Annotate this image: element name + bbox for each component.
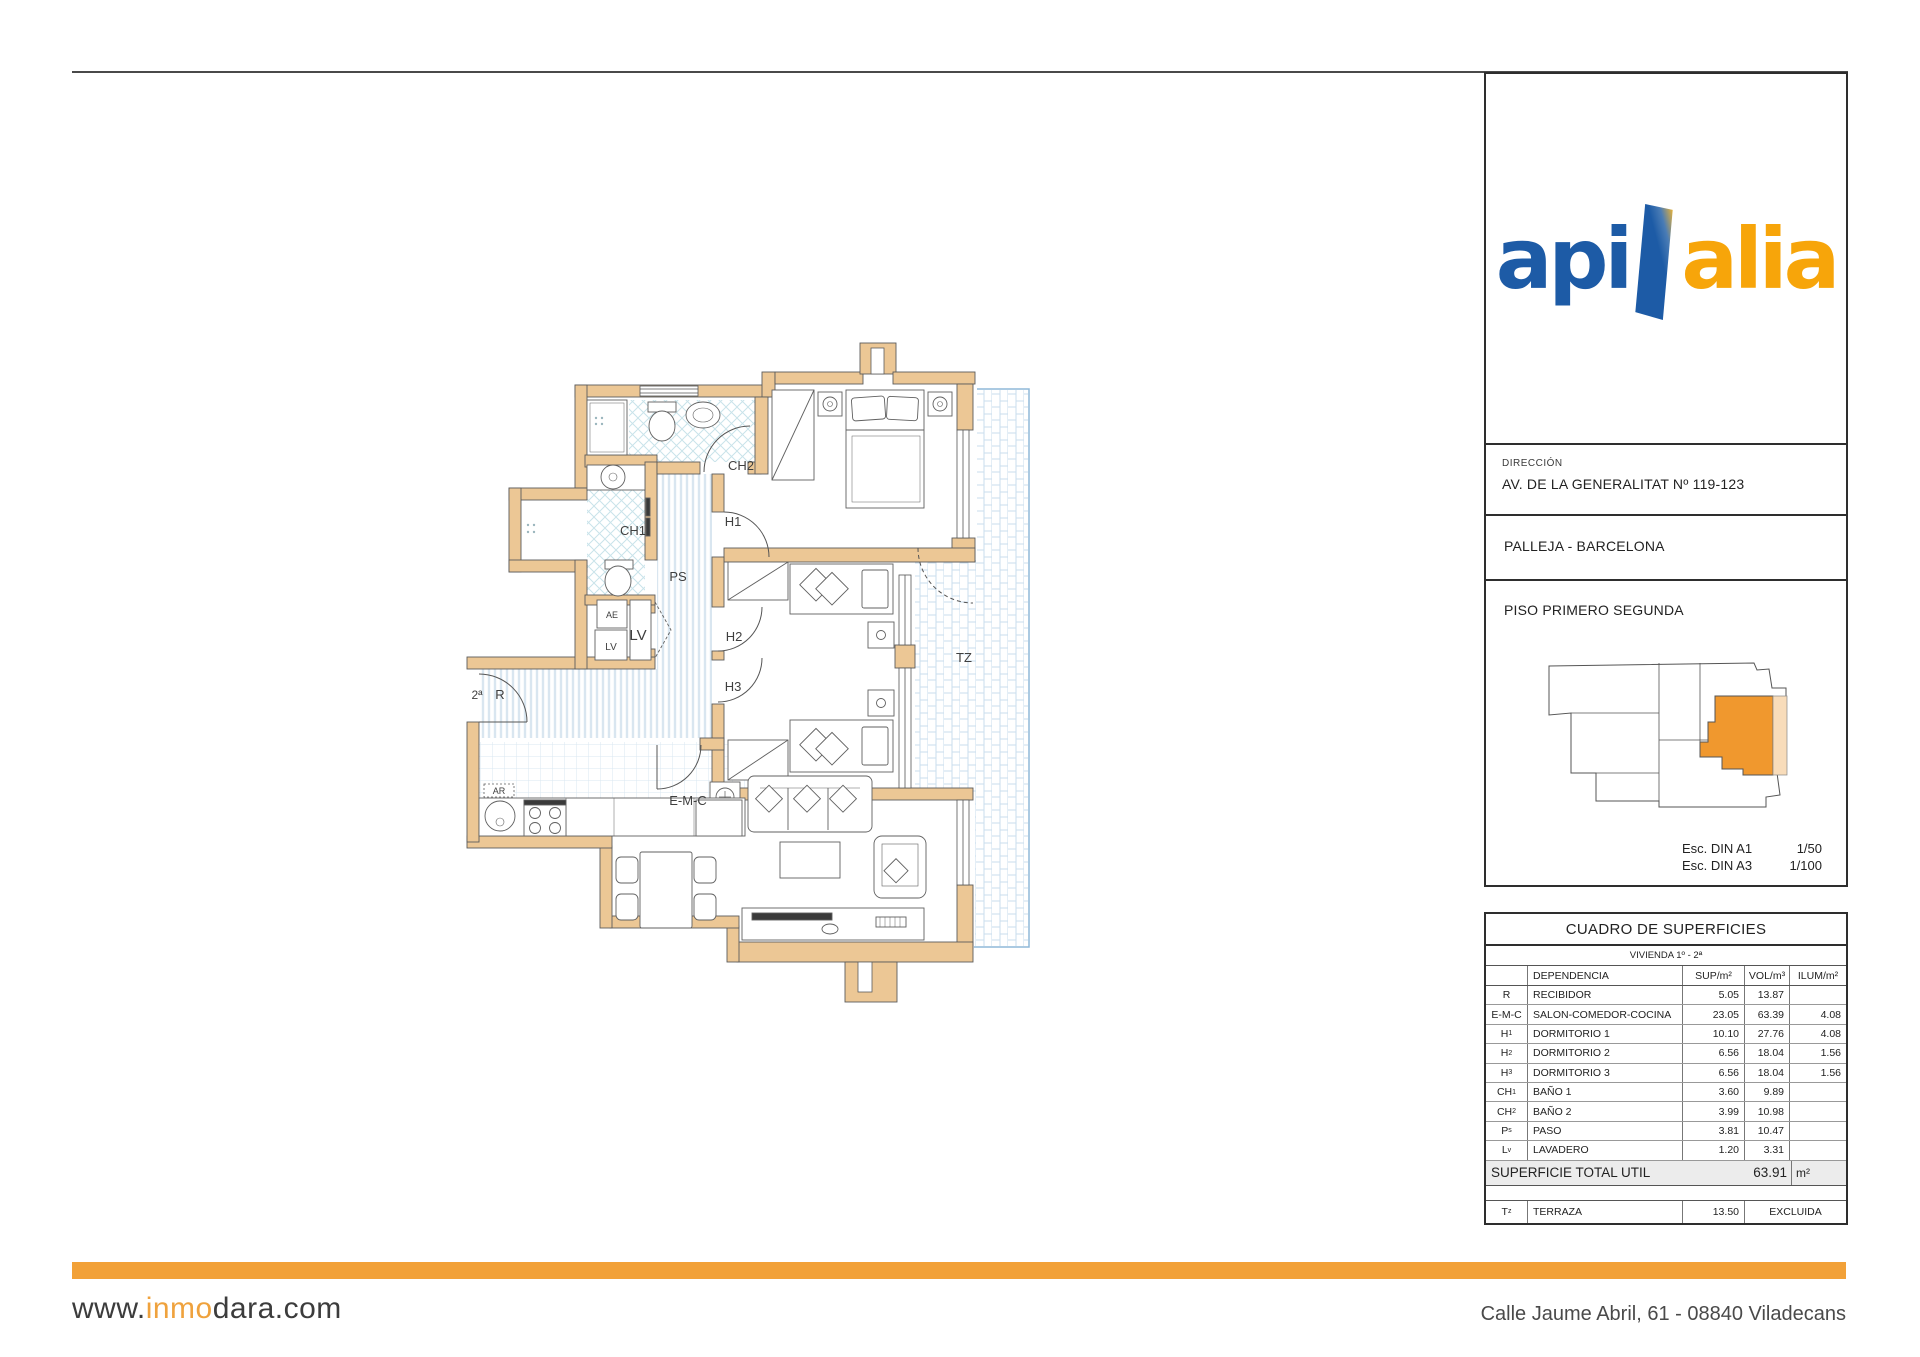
cell-name: BAÑO 1 — [1528, 1083, 1683, 1101]
cell-name: SALON-COMEDOR-COCINA — [1528, 1005, 1683, 1023]
scale-label: Esc. DIN A1 — [1682, 841, 1753, 856]
cell-vol: 63.39 — [1745, 1005, 1790, 1023]
office-address: Calle Jaume Abril, 61 - 08840 Viladecans — [1480, 1303, 1846, 1325]
cell-vol: 3.31 — [1745, 1141, 1790, 1159]
cell-sup: 3.81 — [1683, 1122, 1745, 1140]
room-label-lv: LV — [629, 627, 647, 644]
highlighted-terrace — [1773, 696, 1787, 775]
cell-vol: 9.89 — [1745, 1083, 1790, 1101]
cell-name: LAVADERO — [1528, 1141, 1683, 1159]
scale-row — [1682, 857, 1822, 874]
cell-vol: 18.04 — [1745, 1044, 1790, 1062]
table-row — [1486, 1044, 1846, 1063]
appliance-label-ar: AR — [492, 786, 506, 796]
title-block — [1484, 72, 1848, 887]
room-label-h1: H1 — [724, 514, 742, 529]
table-row — [1486, 1141, 1846, 1160]
cell-sup: 3.60 — [1683, 1083, 1745, 1101]
room-label-h2: H2 — [725, 629, 743, 644]
cell-vol: 13.87 — [1745, 986, 1790, 1004]
window-top — [640, 386, 698, 396]
cell-ilum — [1790, 1122, 1846, 1140]
cell-name: BAÑO 2 — [1528, 1102, 1683, 1120]
table-subtitle: VIVIENDA 1º - 2ª — [1486, 946, 1846, 966]
header-name: DEPENDENCIA — [1528, 966, 1683, 985]
room-label-tz: TZ — [956, 650, 972, 665]
logo-door-icon — [1635, 204, 1675, 322]
cell-code: CH 1 — [1486, 1083, 1528, 1101]
cell-name: PASO — [1528, 1122, 1683, 1140]
cell-vol: 10.98 — [1745, 1102, 1790, 1120]
city-value: PALLEJA - BARCELONA — [1504, 538, 1665, 554]
cell-name: RECIBIDOR — [1528, 986, 1683, 1004]
location-minimap — [1538, 654, 1794, 816]
cell-sup: 13.50 — [1683, 1201, 1745, 1223]
table-row — [1486, 1064, 1846, 1083]
scale-value: 1/50 — [1796, 841, 1822, 856]
website-text — [72, 1292, 342, 1326]
cell-code: R — [1486, 986, 1528, 1004]
total-label: SUPERFICIE TOTAL UTIL — [1491, 1165, 1651, 1181]
cell-code: E-M-C — [1486, 1005, 1528, 1023]
cell-ilum: 1.56 — [1820, 1066, 1841, 1079]
cell-ilum: 1.56 — [1820, 1047, 1841, 1060]
agency-logo — [1486, 204, 1846, 314]
cell-code: H 3 — [1486, 1064, 1528, 1082]
table-header-row — [1486, 966, 1846, 986]
header-code — [1486, 966, 1528, 985]
table-body — [1486, 986, 1846, 1161]
cell-sup: 10.10 — [1683, 1025, 1745, 1043]
cell-ilum — [1790, 1141, 1846, 1159]
table-row — [1486, 986, 1846, 1005]
logo-text-alia: alia — [1681, 210, 1837, 308]
table-title: CUADRO DE SUPERFICIES — [1486, 914, 1846, 946]
cell-sup: 23.05 — [1683, 1005, 1745, 1023]
logo-text-api: api — [1495, 210, 1630, 308]
total-value: 63.91 — [1745, 1161, 1792, 1185]
cell-ilum: 4.08 — [1820, 1008, 1841, 1021]
cell-code: L v — [1486, 1141, 1528, 1159]
direccion-label: DIRECCIÓN — [1502, 458, 1563, 469]
table-excluded-row — [1486, 1201, 1846, 1223]
room-label-ch1: CH1 — [619, 523, 647, 538]
entry-floor — [479, 669, 712, 738]
appliance-label-ae: AE — [605, 610, 619, 620]
cell-vol: 27.76 — [1745, 1025, 1790, 1043]
cell-status: EXCLUIDA — [1769, 1205, 1822, 1218]
cell-sup: 1.20 — [1683, 1141, 1745, 1159]
surfaces-table — [1484, 912, 1848, 1225]
panel-divider — [1486, 443, 1846, 445]
cell-code: H 2 — [1486, 1044, 1528, 1062]
total-unit: m² — [1796, 1165, 1810, 1180]
header-sup: SUP/m² — [1683, 966, 1745, 985]
cell-name: DORMITORIO 2 — [1528, 1044, 1683, 1062]
cell-sup: 6.56 — [1683, 1064, 1745, 1082]
cell-code: CH 2 — [1486, 1102, 1528, 1120]
table-row — [1486, 1025, 1846, 1044]
room-label-h3: H3 — [724, 679, 742, 694]
scale-label: Esc. DIN A3 — [1682, 858, 1753, 873]
direccion-value: AV. DE LA GENERALITAT Nº 119-123 — [1502, 476, 1745, 492]
cell-ilum: 4.08 — [1820, 1027, 1841, 1040]
table-total-row — [1486, 1161, 1846, 1186]
cell-vol: 18.04 — [1745, 1064, 1790, 1082]
website-suffix: dara.com — [212, 1292, 342, 1325]
floor-plan-svg — [455, 335, 1045, 1010]
cell-sup: 5.05 — [1683, 986, 1745, 1004]
room-label-floor-num: 2ª — [471, 688, 483, 702]
panel-divider — [1486, 514, 1846, 516]
header-vol: VOL/m³ — [1745, 966, 1790, 985]
scale-value: 1/100 — [1789, 858, 1822, 873]
floor-value: PISO PRIMERO SEGUNDA — [1504, 602, 1684, 618]
room-label-emc: E-M-C — [669, 793, 707, 808]
terrace-floor — [915, 390, 1028, 946]
floor-plan — [455, 335, 1045, 1010]
table-row — [1486, 1102, 1846, 1121]
appliance-label-lv: LV — [605, 642, 617, 653]
cell-vol: 10.47 — [1745, 1122, 1790, 1140]
cell-sup: 6.56 — [1683, 1044, 1745, 1062]
table-row — [1486, 1122, 1846, 1141]
cell-name: DORMITORIO 3 — [1528, 1064, 1683, 1082]
website-highlight: inmo — [145, 1292, 213, 1325]
scale-row — [1682, 840, 1822, 857]
cell-code: T z — [1486, 1201, 1528, 1223]
room-label-ch2: CH2 — [727, 458, 755, 473]
panel-divider — [1486, 579, 1846, 581]
cell-sup: 3.99 — [1683, 1102, 1745, 1120]
cell-ilum — [1790, 986, 1846, 1004]
cell-code: H 1 — [1486, 1025, 1528, 1043]
room-label-ps: PS — [669, 569, 687, 584]
header-ilum: ILUM/m² — [1797, 969, 1839, 982]
room-label-r: R — [495, 687, 505, 702]
scale-block — [1682, 840, 1822, 874]
cell-code: P s — [1486, 1122, 1528, 1140]
table-row — [1486, 1083, 1846, 1102]
website-prefix: www. — [72, 1292, 146, 1325]
cell-name: TERRAZA — [1528, 1201, 1683, 1223]
cell-name: DORMITORIO 1 — [1528, 1025, 1683, 1043]
footer-accent-bar — [72, 1262, 1846, 1279]
table-spacer-row — [1486, 1186, 1846, 1201]
cell-ilum — [1790, 1102, 1846, 1120]
table-row — [1486, 1005, 1846, 1024]
cell-ilum — [1790, 1083, 1846, 1101]
